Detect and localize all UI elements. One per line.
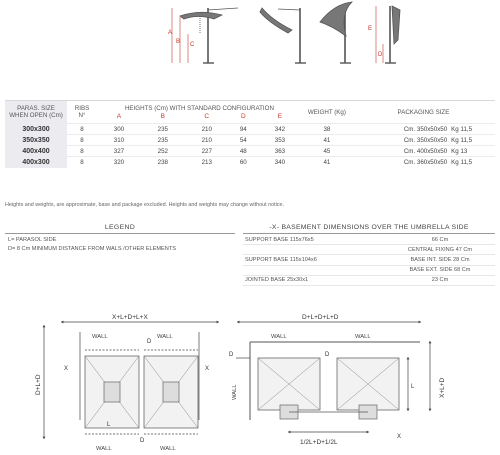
cell-a: 320 [113, 158, 125, 166]
legend-item: L= PARASOL SIDE [8, 237, 57, 243]
cell-ribs: 8 [80, 158, 84, 166]
basement-value: CENTRAL FIXING 47 Cm [385, 245, 495, 255]
dim-label-b: B [176, 39, 181, 45]
ribs-label: RIBS [74, 105, 90, 112]
cell-d: 54 [239, 136, 247, 144]
wall-label: WALL [232, 384, 238, 400]
specs-row [5, 146, 495, 157]
l-label: L [107, 422, 111, 428]
basement-body [243, 235, 495, 285]
basement-row [243, 265, 495, 275]
d-label: D [147, 339, 152, 345]
umbrella-figure-1 [172, 8, 238, 63]
basement-row [243, 275, 495, 285]
cell-box: Cm. 350x50x50 [403, 136, 448, 144]
specs-row [5, 157, 495, 168]
cell-kg: Kg 11,5 [451, 158, 473, 166]
col-weight: WEIGHT (Kg) [302, 101, 352, 124]
cell-size: 400x300 [5, 157, 67, 168]
umbrella-figure-2 [260, 8, 306, 63]
basement-section [243, 224, 495, 286]
wall-label: WALL [157, 334, 173, 340]
basement-value: BASE EXT. SIDE 68 Cm [385, 265, 495, 275]
wall-label: WALL [92, 334, 108, 340]
col-heights: HEIGHTS (Cm) WITH STANDARD CONFIGURATION [97, 101, 302, 113]
specs-row [5, 124, 495, 135]
cell-size: 350x350 [5, 135, 67, 146]
cell-box: Cm. 350x50x50 [403, 125, 448, 133]
d-label: D [229, 352, 234, 358]
basement-label: SUPPORT BASE 115x76x5 [243, 235, 385, 245]
specs-row [5, 135, 495, 146]
cell-kg: Kg 11,5 [451, 136, 473, 144]
umbrella-figure-3 [320, 2, 352, 63]
cell-weight: 41 [323, 158, 331, 166]
legend-section [5, 224, 235, 252]
dim-bottom-right: 1/2L+D+1/2L [300, 439, 338, 446]
specs-table [5, 100, 495, 168]
basement-label: JOINTED BASE 25x30x1 [243, 275, 385, 285]
wall-label: WALL [96, 446, 112, 452]
paras-size-label: PARAS. SIZE [17, 105, 55, 112]
dim-label-d: D [378, 52, 383, 58]
dim-right-vertical: X+L+D [439, 377, 446, 398]
basement-label [243, 245, 385, 255]
cell-c: 213 [201, 158, 212, 166]
wall-label: WALL [355, 334, 371, 340]
cell-b: 235 [157, 125, 168, 133]
cell-b: 252 [157, 147, 168, 155]
basement-row [243, 245, 495, 255]
d-label: D [140, 438, 145, 444]
cell-b: 235 [157, 136, 168, 144]
diagram-left [44, 322, 218, 438]
cell-c: 227 [201, 147, 212, 155]
col-c: C [204, 113, 210, 120]
col-e: E [277, 113, 283, 120]
legend-item: D= 8 Cm MINIMUM DISTANCE FROM WALS /OTHER ELEMENTS [8, 246, 176, 252]
installation-diagrams [0, 308, 500, 455]
disclaimer-text: Heights and weights, are approximate, base and package excluded. Heights and weights may change without notice. [5, 202, 284, 208]
cell-box: Cm. 360x50x50 [403, 158, 448, 166]
basement-table [243, 235, 495, 286]
cell-a: 327 [113, 147, 125, 155]
x-label: X [64, 366, 69, 372]
cell-ribs: 8 [80, 147, 84, 155]
basement-value: 23 Cm [385, 275, 495, 285]
dim-label-e: E [368, 26, 373, 32]
cell-ribs: 8 [80, 125, 84, 133]
cell-size: 400x400 [5, 146, 67, 157]
cell-box: Cm. 400x50x50 [403, 147, 448, 155]
legend-title: LEGEND [5, 224, 235, 234]
cell-b: 238 [157, 158, 168, 166]
cell-weight: 38 [323, 125, 331, 133]
col-paras-size [5, 101, 67, 124]
dim-top-right: D+L+D+L+D [302, 314, 339, 321]
dim-label-c: C [190, 42, 195, 48]
col-packaging: PACKAGING SIZE [352, 101, 495, 124]
wall-label: WALL [160, 446, 176, 452]
col-d: D [240, 113, 246, 120]
cell-e: 353 [274, 136, 286, 144]
diagram-right [236, 322, 430, 432]
basement-label [243, 265, 385, 275]
dim-label-a: A [168, 30, 173, 36]
col-a: A [116, 113, 122, 120]
basement-row [243, 255, 495, 265]
cell-c: 210 [201, 125, 212, 133]
cell-a: 300 [113, 125, 125, 133]
cell-a: 310 [113, 136, 125, 144]
basement-title: -X- BASEMENT DIMENSIONS OVER THE UMBRELLA SIDE [243, 224, 495, 234]
d-label: D [325, 352, 330, 358]
col-ribs [67, 101, 97, 124]
cell-weight: 41 [323, 136, 331, 144]
umbrella-silhouettes [0, 0, 500, 100]
l-label: L [411, 384, 415, 390]
cell-kg: Kg 11,5 [451, 125, 473, 133]
specs-body [5, 124, 495, 168]
wall-label: WALL [271, 334, 287, 340]
specs-header-row [5, 101, 495, 113]
when-open-label: WHEN OPEN (Cm) [9, 112, 63, 119]
cell-e: 342 [274, 125, 286, 133]
cell-e: 363 [274, 147, 286, 155]
dim-top-left: X+L+D+L+X [112, 314, 148, 321]
basement-label: SUPPORT BASE 115x104x6 [243, 255, 385, 265]
basement-value: BASE INT. SIDE 28 Cm [385, 255, 495, 265]
cell-d: 94 [239, 125, 247, 133]
cell-e: 340 [274, 158, 286, 166]
cell-weight: 45 [323, 147, 331, 155]
x-label: X [205, 366, 210, 372]
col-b: B [160, 113, 165, 120]
cell-size: 300x300 [5, 124, 67, 135]
cell-c: 210 [201, 136, 212, 144]
cell-d: 60 [239, 158, 247, 166]
cell-kg: Kg 13 [451, 147, 468, 155]
cell-d: 48 [239, 147, 247, 155]
dim-left-vertical: D+L+D [35, 374, 42, 395]
x-label: X [397, 434, 402, 440]
basement-row [243, 235, 495, 245]
ribs-no-label: N° [78, 112, 86, 119]
basement-value: 66 Cm [385, 235, 495, 245]
cell-ribs: 8 [80, 136, 84, 144]
